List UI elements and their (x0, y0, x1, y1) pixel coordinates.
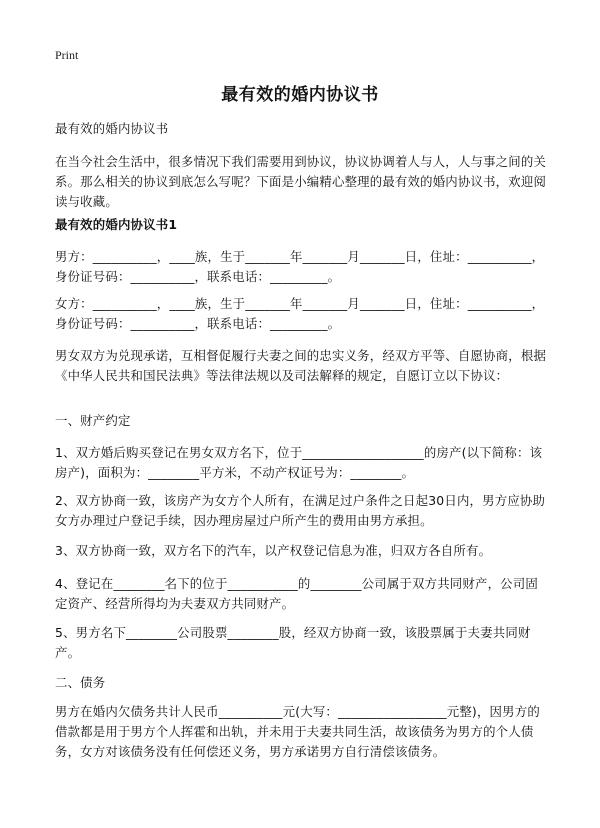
debt-paragraph: 男方在婚内欠债务共计人民币__________元(大写：_________________元整)，因男方的借款都是用于男方个人挥霍和出轨，并未用于夫妻共同生活，故该债务为男方的个人债务，女方对该债务没有任何偿还义务，男方承诺男方自行清偿该债务。 (55, 704, 540, 759)
preamble-paragraph: 男女双方为兑现承诺，互相督促履行夫妻之间的忠实义务，经双方平等、自愿协商，根据《中华人民共和国民法典》等法律法规以及司法解释的规定，自愿订立以下协议： (55, 348, 547, 383)
husband-info-line: 男方：__________，____族，生于_______年_______月_______日，住址：__________，身份证号码：__________，联系电话：_________。 (55, 249, 545, 284)
intro-paragraph: 在当今社会生活中，很多情况下我们需要用到协议，协议协调着人与人，人与事之间的关系。那么相关的协议到底怎么写呢？下面是小编精心整理的最有效的婚内协议书，欢迎阅读与收藏。 (55, 154, 547, 209)
clause-1: 1、双方婚后购买登记在男女双方名下，位于___________________的房产(以下简称：该房产)，面积为：________平方米，不动产权证号为：________。 (55, 445, 543, 480)
clause-5: 5、男方名下________公司股票________股，经双方协商一致，该股票属于夫妻共同财产。 (55, 625, 531, 660)
debt-heading: 二、债务 (55, 675, 106, 690)
wife-info-line: 女方：__________，____族，生于_______年_______月_______日，住址：__________，身份证号码：__________，联系电话：_________。 (55, 296, 545, 331)
document-subtitle: 最有效的婚内协议书 (55, 121, 169, 136)
property-heading: 一、财产约定 (55, 413, 131, 428)
clause-4: 4、登记在________名下的位于___________的________公司属于双方共同财产，公司固定资产、经营所得均为夫妻双方共同财产。 (55, 576, 538, 611)
document-title: 最有效的婚内协议书 (221, 85, 379, 105)
section-heading: 最有效的婚内协议书1 (55, 217, 178, 232)
print-link[interactable]: Print (55, 48, 79, 62)
clause-2: 2、双方协商一致，该房产为女方个人所有，在满足过户条件之日起30日内，男方应协助女方办理过户登记手续，因办理房屋过户所产生的费用由男方承担。 (55, 493, 546, 528)
clause-3: 3、双方协商一致，双方名下的汽车，以产权登记信息为准，归双方各自所有。 (55, 543, 492, 558)
